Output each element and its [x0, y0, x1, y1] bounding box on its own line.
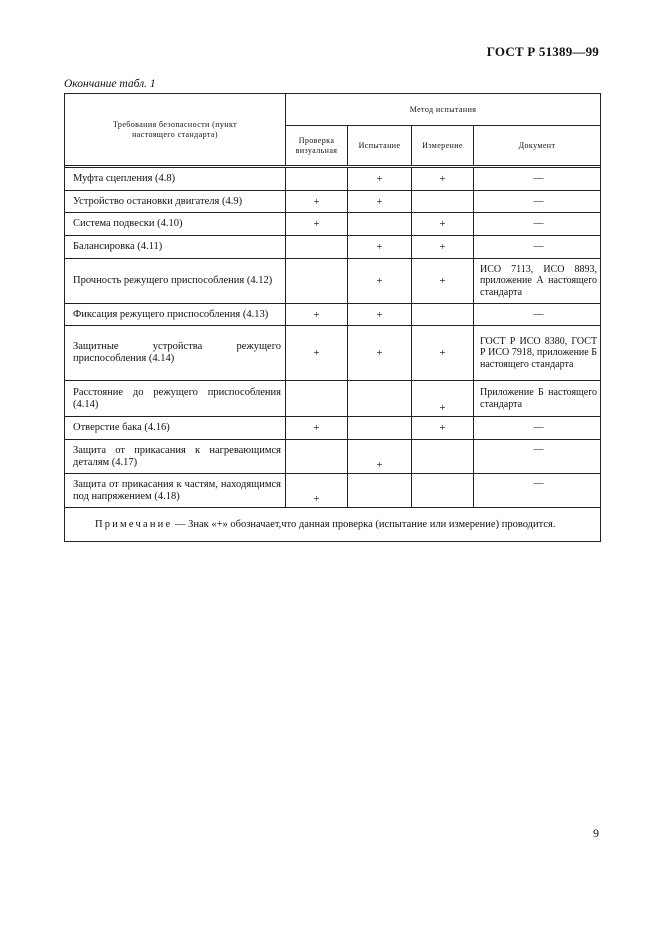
- table-note-row: [65, 508, 601, 542]
- document-cell: Приложение Б настоящего стандарта: [474, 381, 601, 417]
- table-caption: Окончание табл. 1: [64, 78, 156, 90]
- requirement-cell: Устройство остановки двигателя (4.9): [65, 191, 286, 213]
- document-cell: —: [474, 304, 601, 326]
- table-row: [65, 474, 601, 508]
- measure-cell: +: [412, 259, 474, 304]
- test-cell: [348, 381, 412, 417]
- standard-code: ГОСТ Р 51389—99: [486, 44, 599, 59]
- requirement-cell: Защита от прикасания к частям, находящимся под напряжением (4.18): [65, 474, 286, 508]
- header-method: Метод испытания: [286, 94, 601, 126]
- document-cell: —: [474, 168, 601, 191]
- table-row: [65, 236, 601, 259]
- table-note: [65, 508, 601, 542]
- header-requirement-text: Требования безопасности (пункт настоящего стандарта): [112, 119, 238, 139]
- header-document: Документ: [474, 126, 601, 166]
- header-test: Испытание: [348, 126, 412, 166]
- table-row: [65, 213, 601, 236]
- visual-cell: [286, 381, 348, 417]
- measure-cell: +: [412, 236, 474, 259]
- test-cell: +: [348, 259, 412, 304]
- document-cell: —: [474, 417, 601, 440]
- requirement-cell: Отверстие бака (4.16): [65, 417, 286, 440]
- table-row: [65, 326, 601, 381]
- test-cell: [348, 474, 412, 508]
- test-cell: [348, 213, 412, 236]
- requirement-cell: Расстояние до режущего приспособления (4.14): [65, 381, 286, 417]
- header-requirement: [65, 94, 286, 166]
- document-cell: —: [474, 213, 601, 236]
- test-cell: +: [348, 326, 412, 381]
- test-cell: [348, 417, 412, 440]
- test-cell: +: [348, 236, 412, 259]
- requirement-cell: Система подвески (4.10): [65, 213, 286, 236]
- test-cell: +: [348, 440, 412, 474]
- header-measure: Измерение: [412, 126, 474, 166]
- test-cell: +: [348, 168, 412, 191]
- measure-cell: +: [412, 168, 474, 191]
- measure-cell: +: [412, 417, 474, 440]
- requirements-table: [64, 93, 601, 542]
- requirement-cell: Муфта сцепления (4.8): [65, 168, 286, 191]
- document-cell: —: [474, 474, 601, 508]
- requirement-cell: Фиксация режущего приспособления (4.13): [65, 304, 286, 326]
- measure-cell: [412, 191, 474, 213]
- visual-cell: [286, 259, 348, 304]
- test-cell: +: [348, 304, 412, 326]
- header-visual: Проверка визуальная: [286, 126, 348, 166]
- note-label: Примечание: [95, 519, 173, 530]
- table-row: [65, 168, 601, 191]
- table-row: [65, 304, 601, 326]
- document-cell: ИСО 7113, ИСО 8893, приложение А настоящего стандарта: [474, 259, 601, 304]
- requirement-cell: Прочность режущего приспособления (4.12): [65, 259, 286, 304]
- measure-cell: +: [412, 326, 474, 381]
- measure-cell: [412, 304, 474, 326]
- visual-cell: +: [286, 474, 348, 508]
- measure-cell: +: [412, 381, 474, 417]
- requirement-cell: Защитные устройства режущего приспособления (4.14): [65, 326, 286, 381]
- visual-cell: [286, 440, 348, 474]
- page-number: 9: [593, 826, 599, 840]
- measure-cell: [412, 474, 474, 508]
- document-cell: —: [474, 191, 601, 213]
- visual-cell: +: [286, 191, 348, 213]
- visual-cell: +: [286, 326, 348, 381]
- document-cell: ГОСТ Р ИСО 8380, ГОСТ Р ИСО 7918, приложение Б настоящего стандарта: [474, 326, 601, 381]
- measure-cell: [412, 440, 474, 474]
- measure-cell: +: [412, 213, 474, 236]
- visual-cell: +: [286, 417, 348, 440]
- table-row: [65, 259, 601, 304]
- document-cell: —: [474, 440, 601, 474]
- visual-cell: [286, 168, 348, 191]
- test-cell: +: [348, 191, 412, 213]
- table-row: [65, 381, 601, 417]
- requirement-cell: Защита от прикасания к нагревающимся деталям (4.17): [65, 440, 286, 474]
- table-row: [65, 417, 601, 440]
- visual-cell: [286, 236, 348, 259]
- visual-cell: +: [286, 213, 348, 236]
- table-row: [65, 191, 601, 213]
- visual-cell: +: [286, 304, 348, 326]
- note-text: — Знак «+» обозначает,что данная проверка (испытание или измерение) проводится.: [174, 519, 556, 530]
- table-row: [65, 440, 601, 474]
- document-cell: —: [474, 236, 601, 259]
- requirement-cell: Балансировка (4.11): [65, 236, 286, 259]
